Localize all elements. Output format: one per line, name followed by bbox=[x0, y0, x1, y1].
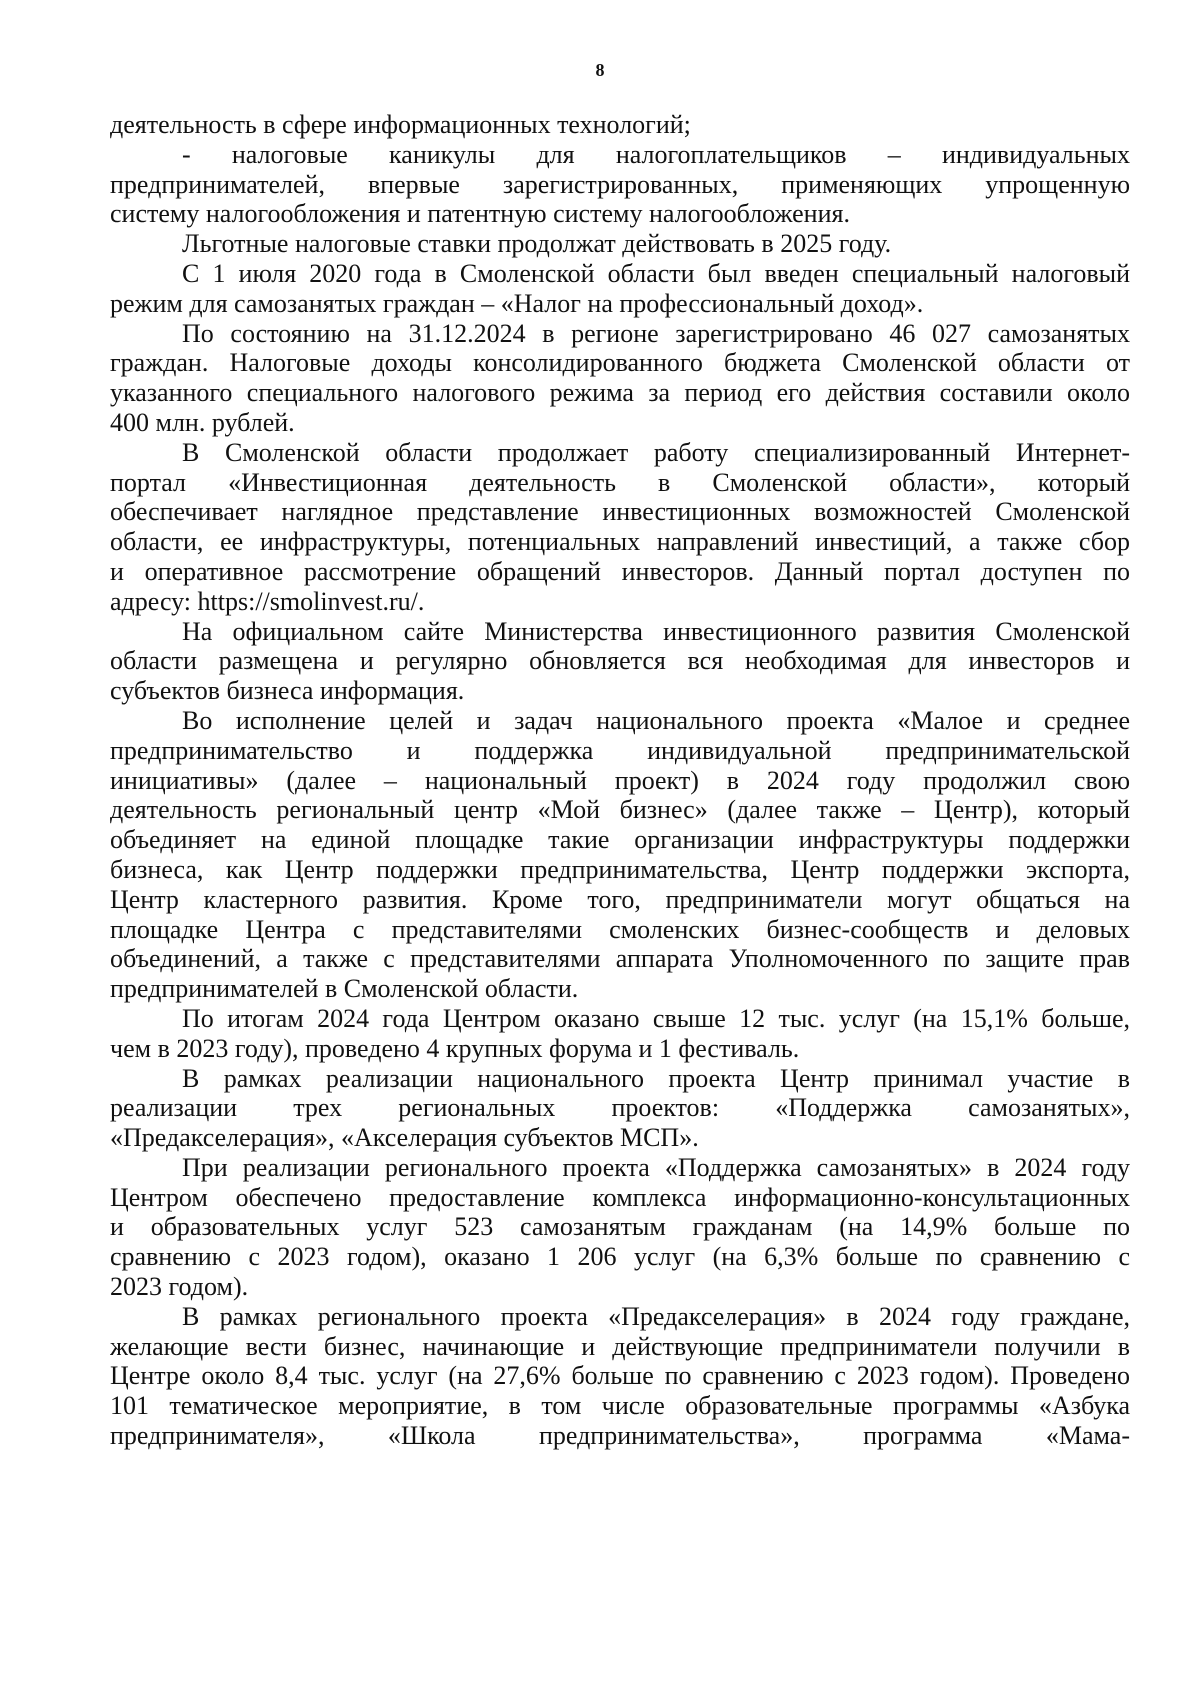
text-line: желающие вести бизнес, начинающие и действующие предприниматели получили в bbox=[110, 1331, 1130, 1361]
text-line: и образовательных услуг 523 самозанятым гражданам (на 14,9% больше по bbox=[110, 1212, 1130, 1242]
text-line: 2023 годом). bbox=[110, 1272, 249, 1302]
text-line: и оперативное рассмотрение обращений инвесторов. Данный портал доступен по bbox=[110, 556, 1130, 586]
text-line: Центре около 8,4 тыс. услуг (на 27,6% больше по сравнению с 2023 годом). Проведено bbox=[110, 1361, 1130, 1391]
text-line: чем в 2023 году), проведено 4 крупных форума и 1 фестиваль. bbox=[110, 1033, 800, 1063]
text-line: На официальном сайте Министерства инвестиционного развития Смоленской bbox=[182, 616, 1130, 646]
text-line: сравнению с 2023 годом), оказано 1 206 услуг (на 6,3% больше по сравнению с bbox=[110, 1242, 1130, 1272]
text-line: По состоянию на 31.12.2024 в регионе зарегистрировано 46 027 самозанятых bbox=[182, 318, 1130, 348]
text-line: При реализации регионального проекта «Поддержка самозанятых» в 2024 году bbox=[182, 1152, 1130, 1182]
text-line: реализации трех региональных проектов: «Поддержка самозанятых», bbox=[110, 1093, 1130, 1123]
page-number: 8 bbox=[595, 60, 605, 80]
text-line: области, ее инфраструктуры, потенциальных направлений инвестиций, а также сбор bbox=[110, 527, 1130, 557]
text-line: адресу: https://smolinvest.ru/. bbox=[110, 586, 425, 616]
text-line: По итогам 2024 года Центром оказано свыше 12 тыс. услуг (на 15,1% больше, bbox=[182, 1003, 1130, 1033]
text-line: Центром обеспечено предоставление комплекса информационно-консультационных bbox=[110, 1182, 1130, 1212]
text-line: С 1 июля 2020 года в Смоленской области был введен специальный налоговый bbox=[182, 258, 1130, 288]
text-line: В рамках регионального проекта «Предакселерация» в 2024 году граждане, bbox=[182, 1301, 1130, 1331]
text-line: портал «Инвестиционная деятельность в Смоленской области», который bbox=[110, 467, 1130, 497]
text-line: предпринимателя», «Школа предпринимательства», программа «Мама- bbox=[110, 1421, 1130, 1451]
text-line: субъектов бизнеса информация. bbox=[110, 676, 465, 706]
text-line: граждан. Налоговые доходы консолидированного бюджета Смоленской области от bbox=[110, 348, 1130, 378]
text-line: В Смоленской области продолжает работу специализированный Интернет- bbox=[182, 437, 1130, 467]
text-line: объединяет на единой площадке такие организации инфраструктуры поддержки bbox=[110, 825, 1130, 855]
text-line: 101 тематическое мероприятие, в том числе образовательные программы «Азбука bbox=[110, 1391, 1130, 1421]
text-line: - налоговые каникулы для налогоплательщиков – индивидуальных bbox=[182, 139, 1130, 169]
text-line: объединений, а также с представителями аппарата Уполномоченного по защите прав bbox=[110, 944, 1130, 974]
text-line: предпринимательство и поддержка индивидуальной предпринимательской bbox=[110, 735, 1130, 765]
body-text bbox=[110, 110, 1130, 1451]
text-line: предпринимателей в Смоленской области. bbox=[110, 974, 579, 1004]
text-line: В рамках реализации национального проекта Центр принимал участие в bbox=[182, 1063, 1130, 1093]
text-line: Льготные налоговые ставки продолжат действовать в 2025 году. bbox=[182, 229, 892, 259]
text-line: области размещена и регулярно обновляется вся необходимая для инвесторов и bbox=[110, 646, 1130, 676]
text-line: Во исполнение целей и задач национального проекта «Малое и среднее bbox=[182, 705, 1130, 735]
text-line: инициативы» (далее – национальный проект) в 2024 году продолжил свою bbox=[110, 765, 1130, 795]
text-line: обеспечивает наглядное представление инвестиционных возможностей Смоленской bbox=[110, 497, 1130, 527]
text-line: указанного специального налогового режима за период его действия составили около bbox=[110, 378, 1130, 408]
text-line: 400 млн. рублей. bbox=[110, 407, 295, 437]
text-line: Центр кластерного развития. Кроме того, предприниматели могут общаться на bbox=[110, 884, 1130, 914]
text-line: систему налогообложения и патентную систему налогообложения. bbox=[110, 199, 850, 229]
text-line: площадке Центра с представителями смоленских бизнес-сообществ и деловых bbox=[110, 914, 1130, 944]
text-line: деятельность региональный центр «Мой бизнес» (далее также – Центр), который bbox=[110, 795, 1130, 825]
text-line: бизнеса, как Центр поддержки предпринимательства, Центр поддержки экспорта, bbox=[110, 854, 1130, 884]
text-line: «Предакселерация», «Акселерация субъектов МСП». bbox=[110, 1123, 699, 1153]
text-line: деятельность в сфере информационных технологий; bbox=[110, 110, 691, 139]
text-line: режим для самозанятых граждан – «Налог на профессиональный доход». bbox=[110, 288, 924, 318]
text-line: предпринимателей, впервые зарегистрированных, применяющих упрощенную bbox=[110, 169, 1130, 199]
